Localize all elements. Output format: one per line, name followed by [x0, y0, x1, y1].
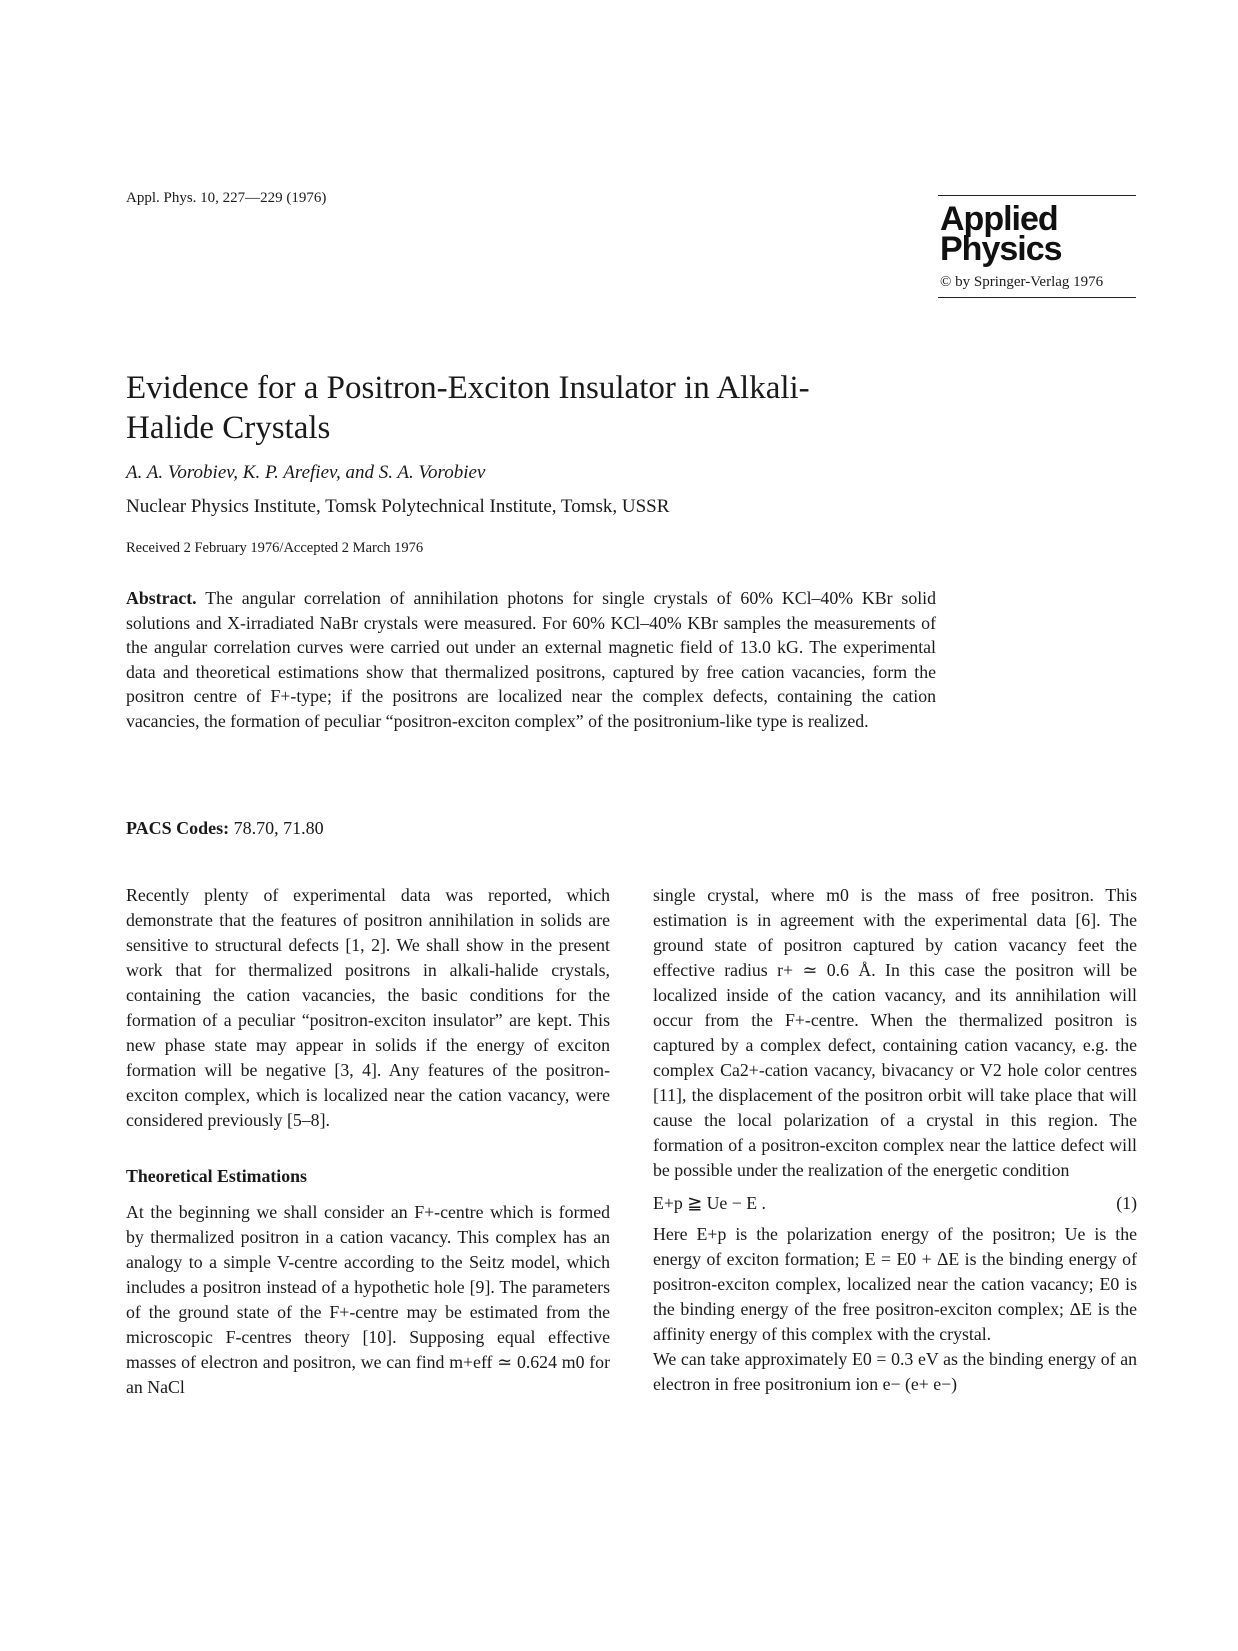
logo-bottom-rule [938, 297, 1136, 298]
body-paragraph: Here E+p is the polarization energy of the positron; Ue is the energy of exciton formation; E = E0 + ΔE is the binding energy of positron-exciton complex, localized near the cation vacancy; E0 is the binding energy of the free positron-exciton complex; ΔE is the affinity energy of this complex with the crystal. [653, 1224, 1137, 1344]
abstract-text: The angular correlation of annihilation photons for single crystals of 60% KCl–40% KBr solid solutions and X-irradiated NaBr crystals were measured. For 60% KCl–40% KBr samples the measurements of the angular correlation curves were carried out under an external magnetic field of 13.0 kG. The experimental data and theoretical estimations show that thermalized positrons, captured by free cation vacancies, form the positron centre of F+-type; if the positrons are localized near the complex defects, containing the cation vacancies, the formation of peculiar “positron-exciton complex” of the positronium-like type is realized. [126, 588, 937, 731]
received-date: Received 2 February 1976/Accepted 2 March 1976 [126, 540, 424, 556]
pacs-codes [126, 818, 324, 839]
right-column [653, 883, 1137, 1397]
article-title: Evidence for a Positron-Exciton Insulator in Alkali-Halide Crystals [126, 370, 810, 446]
author-list: A. A. Vorobiev, K. P. Arefiev, and S. A. Vorobiev [126, 462, 486, 483]
journal-reference: Appl. Phys. 10, 227—229 (1976) [126, 190, 327, 206]
logo-text-applied: Applied [940, 200, 1058, 238]
abstract-label: Abstract. [126, 588, 197, 608]
body-paragraph: At the beginning we shall consider an F+-centre which is formed by thermalized positron in a cation vacancy. This complex has an analogy to a simple V-centre according to the Seitz model, which includes a positron instead of a hypothetic hole [9]. The parameters of the ground state of the F+-centre may be estimated from the microscopic F-centres theory [10]. Supposing equal effective masses of electron and positron, we can find m+eff ≃ 0.624 m0 for an NaCl [126, 1202, 610, 1397]
abstract [126, 586, 936, 733]
section-heading: Theoretical Estimations [126, 1166, 307, 1186]
equation-expression: E+p ≧ Ue − E . [653, 1193, 766, 1213]
copyright-notice: © by Springer-Verlag 1976 [940, 274, 1104, 290]
equation-number: (1) [1116, 1193, 1137, 1213]
journal-logo [938, 195, 1136, 298]
body-paragraph: single crystal, where m0 is the mass of free positron. This estimation is in agreement with the experimental data [6]. The ground state of positron captured by cation vacancy feet the effective radius r+ ≃ 0.6 Å. In this case the positron will be localized inside of the cation vacancy, and its annihilation will occur from the F+-centre. When the thermalized positron is captured by a complex defect, containing cation vacancy, e.g. the complex Ca2+-cation vacancy, bivacancy or V2 hole color centres [11], the displacement of the positron orbit will take place that will cause the local polarization of a crystal in this region. The formation of a positron-exciton complex near the lattice defect will be possible under the realization of the energetic condition [653, 885, 1137, 1180]
logo-text-physics: Physics [940, 230, 1062, 268]
equation-1 [653, 1191, 1137, 1216]
pacs-label: PACS Codes: [126, 818, 230, 838]
body-paragraph: We can take approximately E0 = 0.3 eV as the binding energy of an electron in free positronium ion e− (e+ e−) [653, 1349, 1137, 1394]
left-column [126, 883, 610, 1400]
affiliation: Nuclear Physics Institute, Tomsk Polytechnical Institute, Tomsk, USSR [126, 496, 670, 517]
intro-paragraph: Recently plenty of experimental data was reported, which demonstrate that the features of positron annihilation in solids are sensitive to structural defects [1, 2]. We shall show in the present work that for thermalized positrons in alkali-halide crystals, containing the cation vacancies, the basic conditions for the formation of a peculiar “positron-exciton insulator” are kept. This new phase state may appear in solids if the energy of exciton formation will be negative [3, 4]. Any features of the positron-exciton complex, which is localized near the cation vacancy, were considered previously [5–8]. [126, 885, 610, 1130]
pacs-value: 78.70, 71.80 [233, 818, 324, 838]
